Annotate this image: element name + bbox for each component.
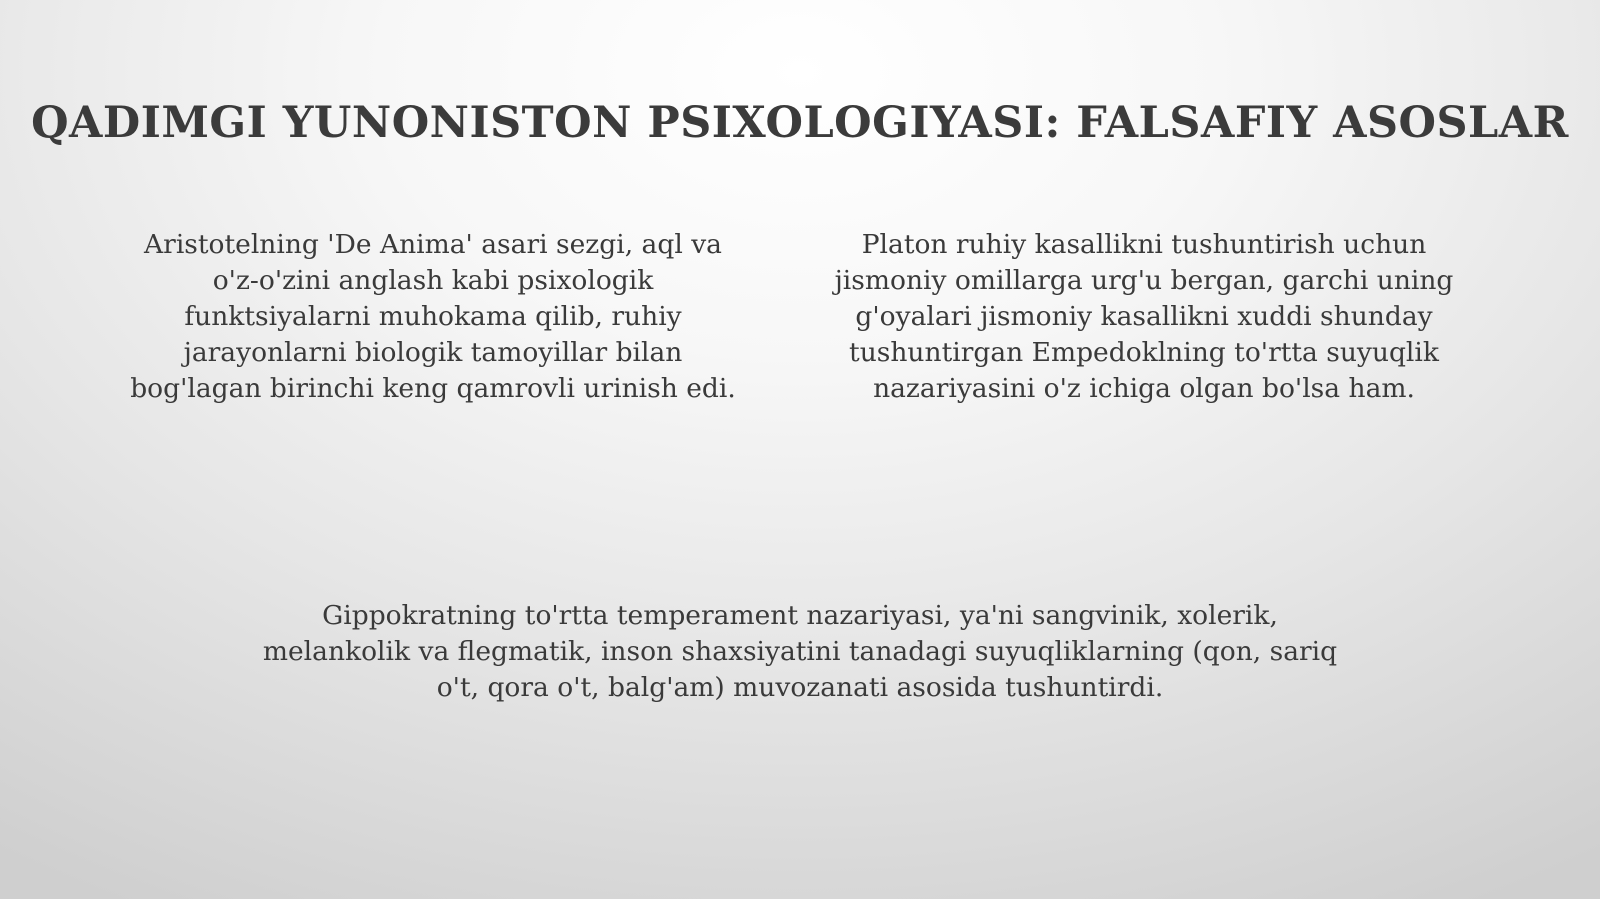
hippocrates-paragraph: Gippokratning to'rtta temperament nazariyasi, ya'ni sangvinik, xolerik, melankolik va flegmatik, inson shaxsiyatini tanadagi suyuqliklarning (qon, sariq o't, qora o't, balg'am) muvozanati asosida tushuntirdi. [262, 600, 1338, 703]
plato-paragraph: Platon ruhiy kasallikni tushuntirish uchun jismoniy omillarga urg'u bergan, garchi uning g'oyalari jismoniy kasallikni xuddi shunday tushuntirgan Empedoklning to'rtta suyuqlik nazariyasini o'z ichiga olgan bo'lsa ham. [834, 229, 1454, 404]
slide-title: QADIMGI YUNONISTON PSIXOLOGIYASI: FALSAFIY ASOSLAR [31, 97, 1569, 148]
aristotle-paragraph: Aristotelning 'De Anima' asari sezgi, aql va o'z-o'zini anglash kabi psixologik funktsiyalarni muhokama qilib, ruhiy jarayonlarni biologik tamoyillar bilan bog'lagan birinchi keng qamrovli urinish edi. [130, 229, 736, 404]
